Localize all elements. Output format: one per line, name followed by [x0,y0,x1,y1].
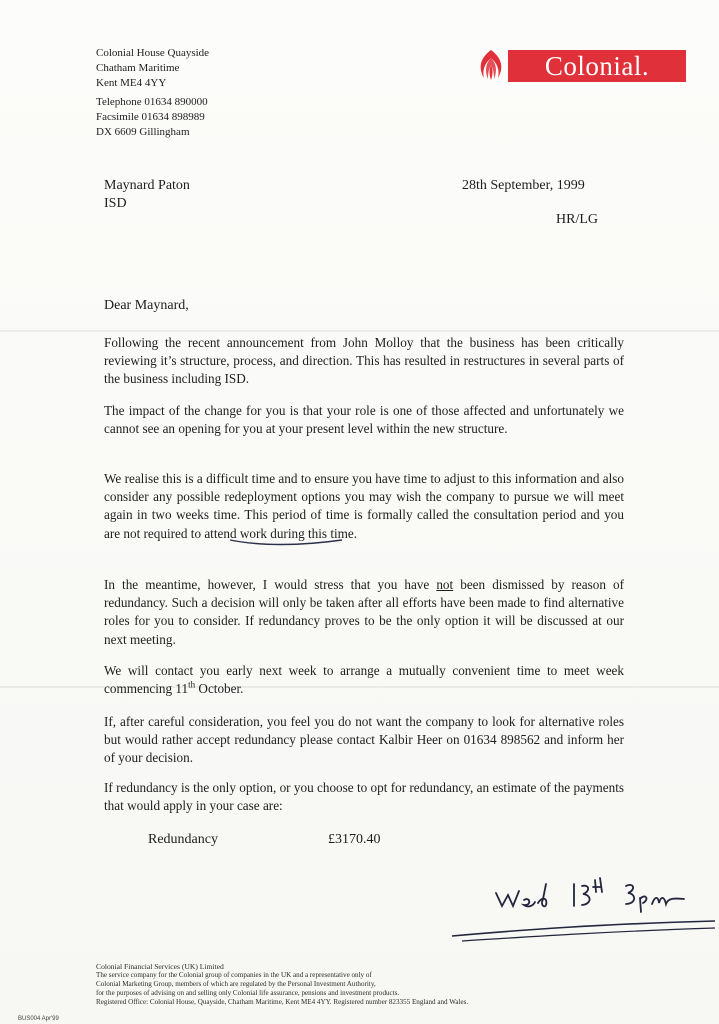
payment-label: Redundancy [148,832,218,847]
colonial-flame-icon [476,48,506,82]
telephone-line: Telephone 01634 890000 [96,96,208,108]
footer-company: Colonial Financial Services (UK) Limited [96,962,224,971]
underlined-word: not [436,577,454,592]
text-run: In the meantime, however, I would stress that you have [104,577,437,592]
logo-box [508,50,686,82]
paragraph-contact: If, after careful consideration, you feel you do not want the company to look for alternative roles but would rather accept redundancy please contact Kalbir Heer on 01634 898562 and inform her of your decision. [104,714,624,766]
form-code: BUS004 Apr'99 [18,1016,59,1022]
legal-footer [96,962,636,1007]
paragraph-impact: The impact of the change for you is that your role is one of those affected and unfortunately we cannot see an opening for you at your present level within the new structure. [104,403,624,437]
paragraph-announcement: Following the recent announcement from John Molloy that the business has been critically reviewing it’s structure, process, and direction. This has resulted in restructures in several parts of the business including ISD. [104,335,624,387]
text-run: We will contact you early next week to arrange a mutually convenient time to meet week commencing 11 [104,663,624,697]
footer-line: for the purposes of advising on and selling only Colonial life assurance, pensions and investment products. [96,989,400,997]
payment-amount: £3170.40 [328,832,381,847]
text-run: October. [195,681,244,697]
footer-line: Registered Office: Colonial House, Quayside, Chatham Maritime, Kent ME4 4YY. Registered number 823355 England and Wales. [96,998,469,1006]
recipient-department: ISD [104,196,127,211]
letter-date: 28th September, 1999 [462,178,585,193]
facsimile-line: Facsimile 01634 898989 [96,111,205,123]
paragraph-payments: If redundancy is the only option, or you choose to opt for redundancy, an estimate of the payments that would apply in your case are: [104,780,624,814]
company-address-block [96,46,209,140]
salutation: Dear Maynard, [104,298,189,313]
address-line: Colonial House Quayside [96,47,210,59]
dx-line: DX 6609 Gillingham [96,126,190,138]
paragraph-consultation: We realise this is a difficult time and to ensure you have time to adjust to this information and also consider any possible redeployment options you may wish the company to pursue we will meet again in two weeks time. This period of time is formally called the consultation period and you are not required to attend work during this time. [104,471,624,541]
paragraph-next-meeting [104,662,624,698]
handwritten-signature-line [452,921,715,936]
logo-text: Colonial. [544,51,650,81]
address-line: Kent ME4 4YY [96,77,167,89]
colonial-logo [476,46,686,86]
recipient-block [104,177,190,213]
paper-fold [0,330,719,332]
footer-line: The service company for the Colonial group of companies in the UK and a representative only of [96,971,372,979]
paragraph-not-dismissed [104,576,624,649]
address-line: Chatham Maritime [96,62,180,74]
superscript: th [188,679,196,690]
text-run: been dismissed by reason of redundancy. Such a decision will only be taken after all efforts have been made to find alternative roles for you to consider. If redundancy proves to be the only option it will be discussed at our next meeting. [104,577,624,647]
recipient-name: Maynard Paton [104,178,190,193]
reference-code: HR/LG [556,212,598,227]
handwritten-signature-line [462,928,715,941]
footer-line: Colonial Marketing Group, members of which are regulated by the Personal Investment Authority, [96,980,376,988]
handwritten-note-wed-13th-3pm [496,878,684,912]
